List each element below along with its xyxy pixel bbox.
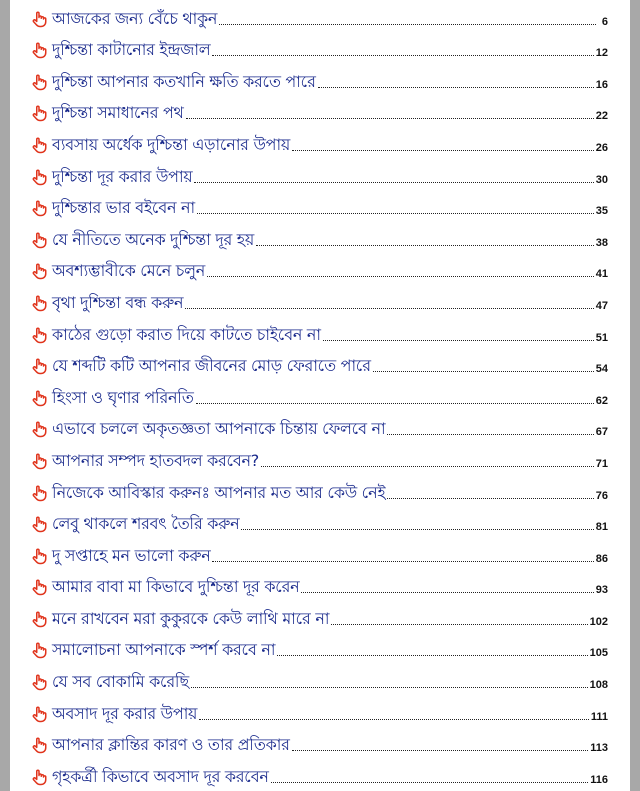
- dot-leader: [212, 561, 593, 562]
- toc-entry[interactable]: [30, 348, 608, 380]
- toc-entry[interactable]: [30, 126, 608, 158]
- dot-leader: [318, 87, 594, 88]
- dot-leader: [241, 529, 593, 530]
- pointing-hand-icon: [30, 578, 48, 596]
- dot-leader: [196, 403, 594, 404]
- pointing-hand-icon: [30, 673, 48, 691]
- toc-entry[interactable]: [30, 506, 608, 538]
- toc-entry[interactable]: [30, 190, 608, 222]
- pointing-hand-icon: [30, 231, 48, 249]
- toc-entry[interactable]: [30, 379, 608, 411]
- dot-leader: [373, 371, 594, 372]
- dot-leader: [301, 592, 593, 593]
- toc-entry-title: গৃহকর্ত্রী কিভাবে অবসাদ দূর করবেন: [52, 766, 269, 786]
- pointing-hand-icon: [30, 420, 48, 438]
- toc-entry-title: দুশ্চিন্তার ভার বইবেন না: [52, 198, 195, 218]
- pointing-hand-icon: [30, 357, 48, 375]
- toc-entry-title: দু সপ্তাহে মন ভালো করুন: [52, 545, 211, 565]
- toc-entry-page-number: 6: [601, 15, 608, 28]
- toc-entry[interactable]: [30, 0, 608, 32]
- toc-entry-page-number: 81: [595, 521, 608, 534]
- dot-leader: [212, 55, 593, 56]
- toc-entry[interactable]: [30, 63, 608, 95]
- toc-entry-page-number: 30: [595, 173, 608, 186]
- toc-entry[interactable]: [30, 474, 608, 506]
- toc-entry-page-number: 102: [589, 615, 608, 628]
- toc-entry-page-number: 12: [595, 47, 608, 60]
- toc-entry-title: এভাবে চললে অকৃতজ্ঞতা আপনাকে চিন্তায় ফেলবে না: [52, 419, 386, 439]
- pointing-hand-icon: [30, 136, 48, 154]
- pointing-hand-icon: [30, 547, 48, 565]
- toc-entry[interactable]: [30, 95, 608, 127]
- toc-entry-title: আমার বাবা মা কিভাবে দুশ্চিন্তা দূর করেন: [52, 577, 300, 597]
- toc-entry-title: লেবু থাকলে শরবৎ তৈরি করুন: [52, 514, 240, 534]
- pointing-hand-icon: [30, 515, 48, 533]
- pointing-hand-icon: [30, 768, 48, 786]
- toc-entry[interactable]: [30, 221, 608, 253]
- pointing-hand-icon: [30, 262, 48, 280]
- toc-entry-page-number: 26: [595, 141, 608, 154]
- dot-leader: [277, 655, 587, 656]
- dot-leader: [207, 276, 594, 277]
- pointing-hand-icon: [30, 168, 48, 186]
- toc-entry[interactable]: [30, 442, 608, 474]
- toc-entry-page-number: 41: [595, 268, 608, 281]
- toc-entry-title: দুশ্চিন্তা সমাধানের পথ: [52, 103, 184, 123]
- toc-entry-page-number: 113: [590, 742, 608, 755]
- toc-entry-title: আজকের জন্য বেঁচে থাকুন: [52, 8, 218, 28]
- toc-entry[interactable]: [30, 284, 608, 316]
- toc-entry[interactable]: [30, 695, 608, 727]
- dot-leader: [261, 466, 594, 467]
- toc-entry[interactable]: [30, 758, 608, 790]
- toc-entry-page-number: 51: [595, 331, 608, 344]
- pointing-hand-icon: [30, 10, 48, 28]
- toc-entry[interactable]: [30, 569, 608, 601]
- pointing-hand-icon: [30, 41, 48, 59]
- toc-entry-title: ব্যবসায় অর্ধেক দুশ্চিন্তা এড়ানোর উপায়: [52, 134, 290, 154]
- table-of-contents: [30, 0, 608, 790]
- pointing-hand-icon: [30, 294, 48, 312]
- toc-entry-title: অবসাদ দূর করার উপায়: [52, 703, 198, 723]
- dot-leader: [323, 340, 594, 341]
- toc-entry-page-number: 86: [595, 552, 608, 565]
- toc-entry-title: যে শব্দটি কটি আপনার জীবনের মোড় ফেরাতে পারে: [52, 356, 371, 376]
- toc-entry[interactable]: [30, 158, 608, 190]
- pointing-hand-icon: [30, 389, 48, 407]
- dot-leader: [331, 624, 587, 625]
- pointing-hand-icon: [30, 484, 48, 502]
- pointing-hand-icon: [30, 104, 48, 122]
- toc-entry-title: নিজেকে আবিস্কার করুনঃ আপনার মত আর কেউ নেই: [52, 482, 386, 502]
- dot-leader: [271, 782, 589, 783]
- toc-entry-page-number: 54: [595, 363, 608, 376]
- toc-entry-title: আপনার ক্লান্তির কারণ ও তার প্রতিকার: [52, 735, 290, 755]
- toc-entry-page-number: 35: [595, 205, 608, 218]
- dot-leader: [186, 118, 594, 119]
- toc-entry-page-number: 67: [595, 426, 608, 439]
- toc-entry[interactable]: [30, 316, 608, 348]
- pointing-hand-icon: [30, 452, 48, 470]
- pointing-hand-icon: [30, 326, 48, 344]
- toc-entry-page-number: 22: [595, 110, 608, 123]
- toc-entry[interactable]: [30, 537, 608, 569]
- pointing-hand-icon: [30, 705, 48, 723]
- toc-entry-page-number: 38: [595, 236, 608, 249]
- dot-leader: [185, 308, 594, 309]
- dot-leader: [194, 182, 593, 183]
- toc-entry-title: দুশ্চিন্তা দূর করার উপায়: [52, 166, 193, 186]
- dot-leader: [197, 213, 594, 214]
- toc-entry-page-number: 116: [590, 773, 608, 786]
- toc-entry-title: মনে রাখবেন মরা কুকুরকে কেউ লাথি মারে না: [52, 608, 330, 628]
- toc-entry-page-number: 108: [589, 679, 608, 692]
- toc-entry[interactable]: [30, 32, 608, 64]
- toc-entry-title: কাঠের গুড়ো করাত দিয়ে কাটতে চাইবেন না: [52, 324, 321, 344]
- toc-entry-title: দুশ্চিন্তা কাটানোর ইন্দ্রজাল: [52, 40, 211, 60]
- dot-leader: [256, 245, 594, 246]
- toc-entry-page-number: 93: [595, 584, 608, 597]
- toc-entry-title: বৃথা দুশ্চিন্তা বন্ধ করুন: [52, 292, 184, 312]
- dot-leader: [191, 687, 588, 688]
- toc-entry-title: যে সব বোকামি করেছি: [52, 672, 189, 692]
- toc-entry-page-number: 111: [590, 710, 608, 723]
- toc-entry[interactable]: [30, 600, 608, 632]
- toc-entry-page-number: 47: [595, 299, 608, 312]
- page-left-edge: [0, 0, 10, 791]
- toc-entry[interactable]: [30, 253, 608, 285]
- toc-entry-title: আপনার সম্পদ হাতবদল করবেন?: [52, 450, 259, 470]
- pointing-hand-icon: [30, 736, 48, 754]
- pointing-hand-icon: [30, 641, 48, 659]
- dot-leader: [292, 750, 589, 751]
- dot-leader: [219, 24, 596, 25]
- dot-leader: [387, 498, 593, 499]
- dot-leader: [199, 719, 589, 720]
- toc-entry-title: দুশ্চিন্তা আপনার কতখানি ক্ষতি করতে পারে: [52, 71, 316, 91]
- pointing-hand-icon: [30, 199, 48, 217]
- page-right-edge: [630, 0, 640, 791]
- pointing-hand-icon: [30, 73, 48, 91]
- toc-entry[interactable]: [30, 663, 608, 695]
- toc-entry[interactable]: [30, 632, 608, 664]
- toc-entry-title: সমালোচনা আপনাকে স্পর্শ করবে না: [52, 640, 276, 660]
- toc-entry-page-number: 16: [595, 78, 608, 91]
- toc-entry-page-number: 71: [595, 457, 608, 470]
- toc-entry-page-number: 62: [595, 394, 608, 407]
- toc-entry-page-number: 105: [589, 647, 608, 660]
- dot-leader: [387, 434, 593, 435]
- toc-entry-title: অবশ্যম্ভাবীকে মেনে চলুন: [52, 261, 205, 281]
- toc-entry[interactable]: [30, 411, 608, 443]
- toc-entry-title: হিংসা ও ঘৃণার পরিনতি: [52, 387, 194, 407]
- toc-entry-page-number: 76: [595, 489, 608, 502]
- pointing-hand-icon: [30, 610, 48, 628]
- toc-entry-title: যে নীতিতে অনেক দুশ্চিন্তা দূর হয়: [52, 229, 254, 249]
- toc-entry[interactable]: [30, 727, 608, 759]
- dot-leader: [292, 150, 594, 151]
